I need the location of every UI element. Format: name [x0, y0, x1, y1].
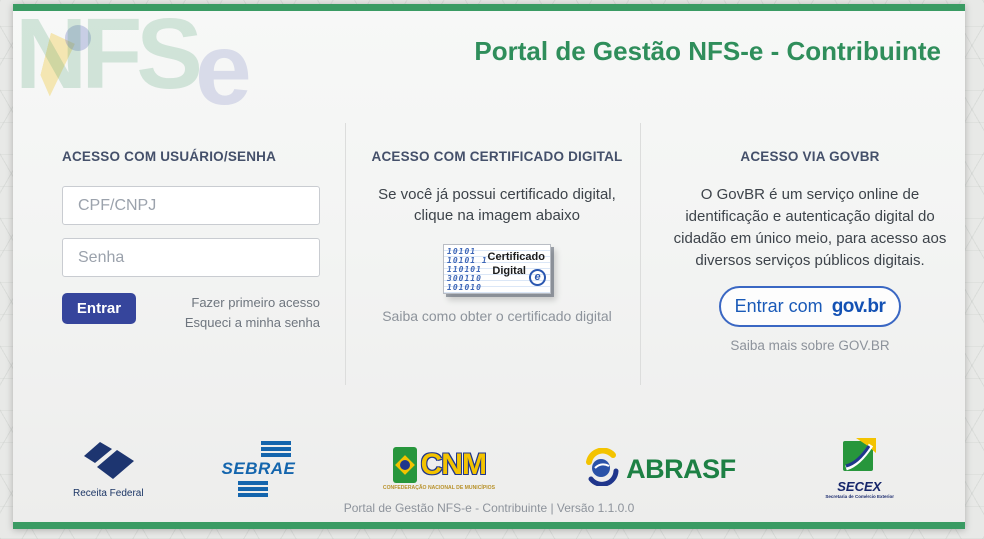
- login-column: [62, 149, 320, 333]
- column-divider-left: [345, 123, 346, 385]
- binary-pattern: 10101 10101 1 110101 300110 101010: [447, 247, 488, 292]
- fazer-primeiro-acesso-link[interactable]: Fazer primeiro acesso: [191, 295, 320, 310]
- certificado-column: [362, 149, 632, 326]
- login-heading: ACESSO COM USUÁRIO/SENHA: [62, 149, 277, 164]
- secex-caption: Secretaria de Comércio Exterior: [825, 494, 894, 500]
- certificado-badge-subtitle: Digital: [492, 265, 526, 277]
- abrasf-globe-icon: [583, 448, 621, 491]
- certificado-digital-image[interactable]: [443, 244, 551, 294]
- sebrae-bars-bottom: [238, 479, 268, 499]
- cnm-label: CNM: [420, 448, 486, 481]
- sebrae-label: SEBRAE: [221, 459, 296, 478]
- receita-federal-label: Receita Federal: [73, 487, 144, 499]
- entrar-button[interactable]: Entrar: [62, 293, 136, 324]
- footer-version-text: Portal de Gestão NFS-e - Contribuinte | Versão 1.1.0.0: [343, 501, 635, 515]
- esqueci-senha-link[interactable]: Esqueci a minha senha: [184, 315, 320, 330]
- govbr-column: [660, 149, 960, 355]
- receita-federal-icon: [79, 440, 137, 485]
- senha-input[interactable]: [62, 238, 320, 277]
- cnm-caption: CONFEDERAÇÃO NACIONAL DE MUNICÍPIOS: [383, 485, 496, 491]
- secex-logo: [814, 438, 905, 500]
- abrasf-logo: [583, 448, 736, 491]
- partner-logos-row: [73, 430, 905, 508]
- certificado-instructions: Se você já possui certificado digital, clique na imagem abaixo: [378, 186, 616, 224]
- govbr-button-prefix: Entrar com: [734, 296, 823, 316]
- govbr-description: O GovBR é um serviço online de identificação e autenticação digital do cidadão em único meio, para acesso aos diversos serviços públicos digitais.: [673, 186, 947, 269]
- receita-federal-logo: [73, 440, 144, 499]
- secex-flag-icon: [842, 438, 876, 477]
- login-links: [185, 293, 320, 333]
- login-actions-row: [62, 293, 320, 333]
- sebrae-bars-top: [261, 439, 291, 459]
- entrar-govbr-button[interactable]: [719, 286, 901, 327]
- certificado-e-icon: e: [529, 269, 546, 286]
- nfse-logo-flag-circle: [65, 25, 91, 51]
- column-divider-right: [640, 123, 641, 385]
- nfse-logo-e-text: e: [195, 12, 246, 126]
- abrasf-label: ABRASF: [626, 453, 736, 484]
- saiba-govbr-link[interactable]: Saiba mais sobre GOV.BR: [730, 338, 890, 353]
- certificado-badge-title: Certificado: [487, 251, 545, 263]
- cpf-cnpj-input[interactable]: [62, 186, 320, 225]
- saiba-certificado-link[interactable]: Saiba como obter o certificado digital: [382, 308, 612, 324]
- sebrae-logo: [222, 439, 296, 499]
- nfse-logo-nfs-text: NFS: [15, 4, 197, 110]
- certificado-heading: ACESSO COM CERTIFICADO DIGITAL: [371, 149, 623, 164]
- cnm-flag-icon: [393, 447, 417, 483]
- portal-card: [13, 4, 965, 529]
- govbr-brand-logo: gov.br: [831, 295, 886, 317]
- cnm-logo: [373, 447, 505, 491]
- page-title: Portal de Gestão NFS-e - Contribuinte: [474, 36, 941, 66]
- govbr-heading: ACESSO VIA GOVBR: [740, 149, 880, 164]
- secex-label: SECEX: [837, 479, 882, 494]
